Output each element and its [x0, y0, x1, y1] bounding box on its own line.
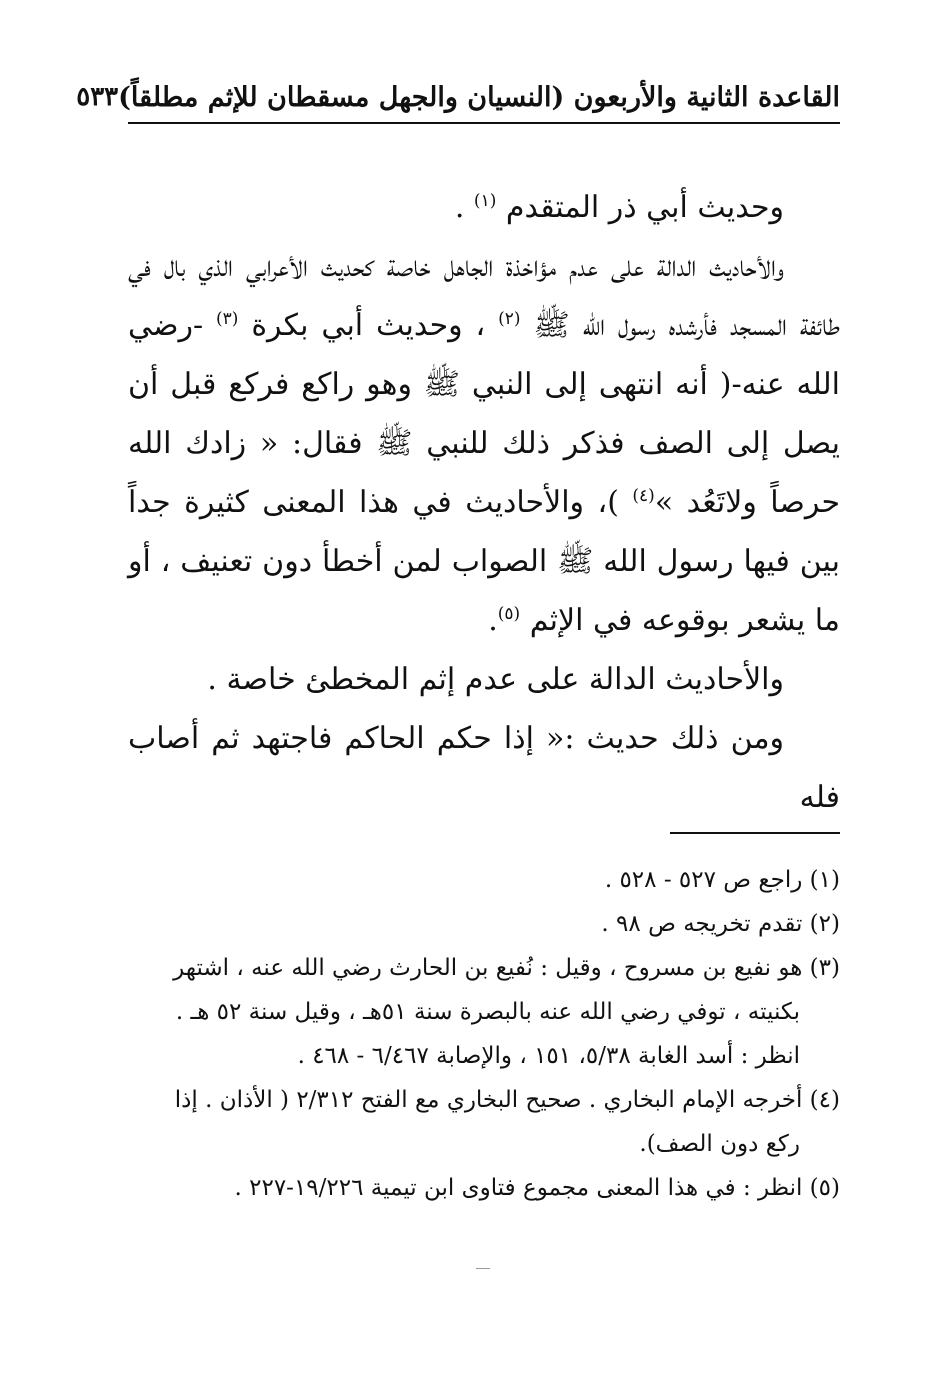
paragraph-1-text: وحديث أبي ذر المتقدم [505, 190, 784, 225]
footnote-1: (١) راجع ص ٥٢٧ - ٥٢٨ . [604, 867, 840, 893]
footnote-ref-5: (٥) [497, 604, 521, 624]
paragraph-1 [128, 178, 840, 237]
footer-mark [476, 1268, 490, 1269]
running-header [76, 72, 840, 124]
paragraph-2 [128, 237, 840, 650]
footnote-5: (٥) انظر : في هذا المعنى مجموع فتاوى ابن تيمية ١٩/٢٢٦-٢٢٧ . [234, 1175, 840, 1201]
footnote-4-line-2: ركع دون الصف). [639, 1131, 800, 1157]
footnotes [128, 858, 840, 1210]
footnote-3 [128, 946, 840, 1078]
main-text [128, 178, 840, 827]
footnote-3-line-1: (٣) هو نفيع بن مسروح ، وقيل : نُفيع بن الحارث رضي الله عنه ، اشتهر [173, 955, 840, 981]
paragraph-2-part-c: -رضي الله عنه-( أنه انتهى إلى النبي ﷺ وهو راكع فركع قبل أن يصل إلى الصف فذكر ذلك للنبي ﷺ فقال: « زادك الله حرصاً ولاتَعُد » [128, 308, 840, 520]
paragraph-1-end: . [454, 190, 465, 225]
running-header-title: القاعدة الثانية والأربعون (النسيان والجهل مسقطان للإثم مطلقاً) [118, 81, 840, 113]
paragraph-2-end: . [488, 603, 498, 638]
footnote-4-line-1: (٤) أخرجه الإمام البخاري . صحيح البخاري مع الفتح ٢/٣١٢ ( الأذان . إذا [174, 1087, 840, 1113]
footnote-ref-1: (١) [473, 191, 497, 211]
paragraph-2-part-a: والأحاديث الدالة على عدم مؤاخذة الجاهل خاصة كحديث الأعرابي الذي بال في طائفة المسجد فأرشده رسول الله ﷺ [128, 249, 840, 343]
footnote-separator [670, 832, 840, 834]
footnote-4 [128, 1078, 840, 1166]
footnote-3-line-2: بكنيته ، توفي رضي الله عنه بالبصرة سنة ٥١هـ ، وقيل سنة ٥٢ هـ . [175, 999, 800, 1025]
paragraph-4: ومن ذلك حديث :« إذا حكم الحاكم فاجتهد ثم أصاب فله [128, 721, 840, 815]
page-number: ٥٣٣ [76, 82, 119, 112]
footnote-ref-4: (٤) [632, 486, 655, 506]
paragraph-2-part-b: ، وحديث أبي بكرة [251, 308, 486, 343]
footnote-ref-2: (٢) [498, 309, 521, 329]
paragraph-3: والأحاديث الدالة على عدم إثم المخطئ خاصة . [207, 662, 784, 697]
footnote-ref-3: (٣) [216, 309, 239, 329]
paragraph-2-part-d: )، والأحاديث في هذا المعنى كثيرة جداً بين فيها رسول الله ﷺ الصواب لمن أخطأ دون تعنيف ، أو ما يشعر بوقوعه في الإثم [128, 485, 840, 638]
footnote-2: (٢) تقدم تخريجه ص ٩٨ . [601, 911, 840, 937]
footnote-3-line-3: انظر : أسد الغابة ٥/٣٨، ١٥١ ، والإصابة ٦/٤٦٧ - ٤٦٨ . [297, 1043, 800, 1069]
